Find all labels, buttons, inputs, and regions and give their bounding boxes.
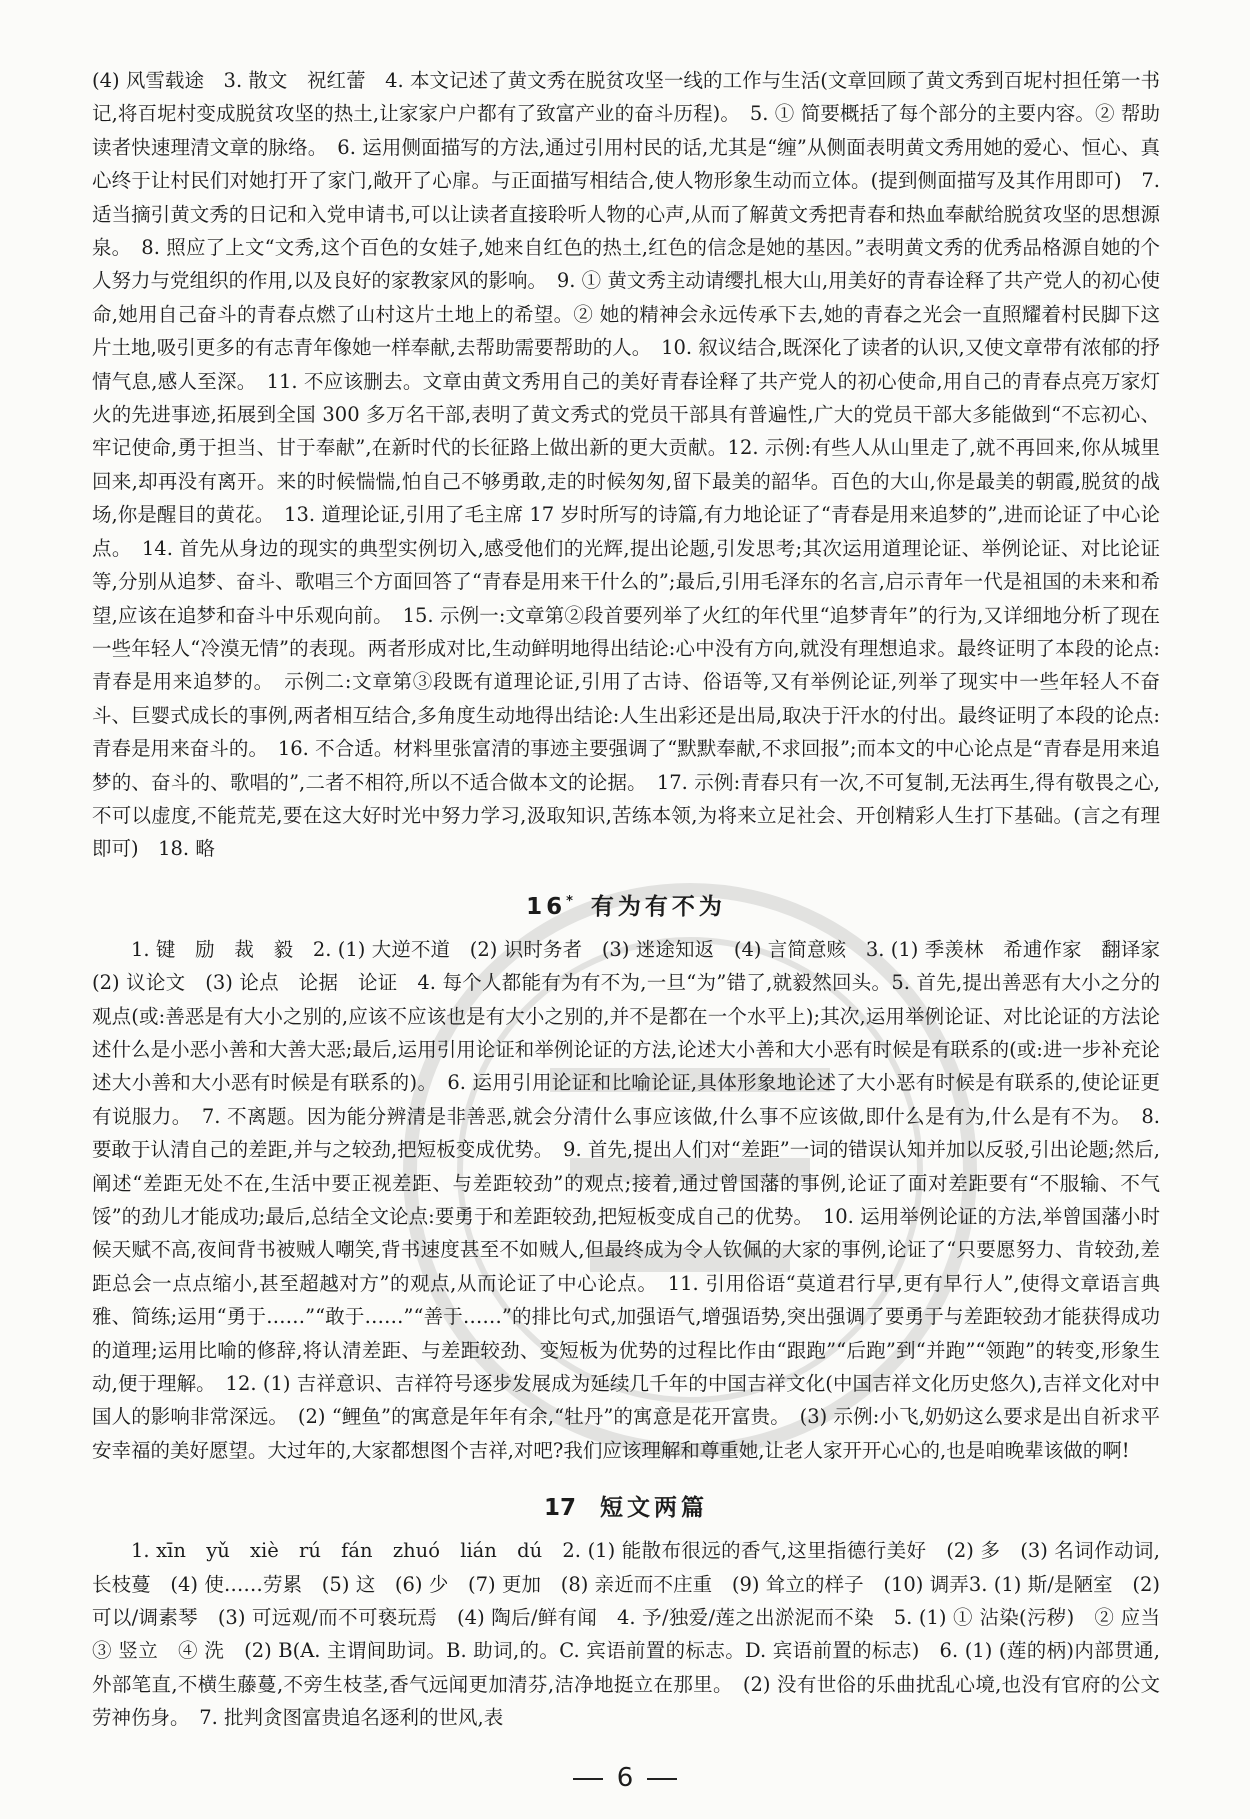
section-17-answers: 1. xīn yǔ xiè rú fán zhuó lián dú 2. (1) 能散布很远的香气,这里指德行美好 (2) 多 (3) 名词作动词,长枝蔓 (4) 使……劳累 (5) 这 (6) 少 (7) 更加 (8) 亲近而不庄重 (9) 耸立的样子 (10) 调弄3. (1) 斯/是陋室 (2) 可以/调素琴 (3) 可远观/而不可亵玩焉 (4) 陶后/鲜有闻 4. 予/独爱/莲之出淤泥而不染 5. (1) ① 沾染(污秽) ② 应当 ③ 竖立 ④ 洗 (2) B(A. 主谓间助词。B. 助词,的。C. 宾语前置的标志。D. 宾语前置的标志) 6. (1) (莲的柄)内部贯通,外部笔直,不横生藤蔓,不旁生枝茎,香气远闻更加清芬,洁净地挺立在那里。 (2) 没有世俗的乐曲扰乱心境,也没有官府的公文劳神伤身。 7. 批判贪图富贵追名逐利的世风,表 <box>92 1539 1180 1730</box>
footer-dash-left <box>573 1778 603 1780</box>
page-number: 6 <box>616 1763 634 1793</box>
section-17-number: 17 <box>543 1495 576 1522</box>
optional-star-mark: * <box>566 894 573 910</box>
section-16-answers: 1. 键 励 裁 毅 2. (1) 大逆不道 (2) 识时务者 (3) 迷途知返 (4) 言简意赅 3. (1) 季羡林 希逋作家 翻译家 (2) 议论文 (3) 论点 论据 论证 4. 每个人都能有为有不为,一旦“为”错了,就毅然回头。5. 首先,提出善恶有大小之分的观点(或:善恶是有大小之别的,应该不应该也是有大小之别的,并不是都在一个水平上);其次,运用举例论证、对比论证的方法论述什么是小恶小善和大善大恶;最后,运用引用论证和举例论证的方法,论述大小善和大小恶有时候是有联系的(或:进一步补充论述大小善和大小恶有时候是有联系的)。 6. 运用引用论证和比喻论证,具体形象地论述了大小恶有时候是有联系的,使论证更有说服力。 7. 不离题。因为能分辨清是非善恶,就会分清什么事应该做,什么事不应该做,即什么是有为,什么是有不为。 8. 要敢于认清自己的差距,并与之较劲,把短板变成优势。 9. 首先,提出人们对“差距”一词的错误认知并加以反驳,引出论题;然后,阐述“差距无处不在,生活中要正视差距、与差距较劲”的观点;接着,通过曾国藩的事例,论证了面对差距要有“不服输、不气馁”的劲儿才能成功;最后,总结全文论点:要勇于和差距较劲,把短板变成自己的优势。 10. 运用举例论证的方法,举曾国藩小时候天赋不高,夜间背书被贼人嘲笑,背书速度甚至不如贼人,但最终成为令人钦佩的大家的事例,论证了“只要愿努力、肯较劲,差距总会一点点缩小,甚至超越对方”的观点,从而论证了中心论点。 11. 引用俗语“莫道君行早,更有早行人”,使得文章语言典雅、简练;运用“勇于……”“敢于……”“善于……”的排比句式,加强语气,增强语势,突出强调了要勇于与差距较劲才能获得成功的道理;运用比喻的修辞,将认清差距、与差距较劲、变短板为优势的过程比作由“跟跑”“后跑”到“并跑”“领跑”的转变,形象生动,便于理解。 12. (1) 吉祥意识、吉祥符号逐步发展成为延续几千年的中国吉祥文化(中国吉祥文化历史悠久),吉祥文化对中国人的影响非常深远。 (2) “鲤鱼”的寓意是年年有余,“牡丹”的寓意是花开富贵。 (3) 示例:小飞,奶奶这么要求是出自祈求平安幸福的美好愿望。大过年的,大家都想图个吉祥,对吧?我们应该理解和尊重她,让老人家开开心心的,也是咱晚辈该做的啊! <box>92 937 1180 1462</box>
footer-dash-right <box>647 1778 677 1780</box>
page-footer <box>0 1763 1250 1793</box>
section-17-title: 短文两篇 <box>600 1495 708 1522</box>
section-17-heading <box>92 1489 1160 1522</box>
section-16-title: 有为有不为 <box>590 893 726 920</box>
section-16-heading <box>92 888 1160 921</box>
section-15-answers: (4) 风雪载途 3. 散文 祝红蕾 4. 本文记述了黄文秀在脱贫攻坚一线的工作与生活(文章回顾了黄文秀到百坭村担任第一书记,将百坭村变成脱贫攻坚的热土,让家家户户都有了致富产业的奋斗历程)。 5. ① 简要概括了每个部分的主要内容。② 帮助读者快速理清文章的脉络。 6. 运用侧面描写的方法,通过引用村民的话,尤其是“缠”从侧面表明黄文秀用她的爱心、恒心、真心终于让村民们对她打开了家门,敞开了心扉。与正面描写相结合,使人物形象生动而立体。(提到侧面描写及其作用即可) 7. 适当摘引黄文秀的日记和入党申请书,可以让读者直接聆听人物的心声,从而了解黄文秀把青春和热血奉献给脱贫攻坚的思想源泉。 8. 照应了上文“文秀,这个百色的女娃子,她来自红色的热土,红色的信念是她的基因。”表明黄文秀的优秀品格源自她的个人努力与党组织的作用,以及良好的家教家风的影响。 9. ① 黄文秀主动请缨扎根大山,用美好的青春诠释了共产党人的初心使命,她用自己奋斗的青春点燃了山村这片土地上的希望。② 她的精神会永远传承下去,她的青春之光会一直照耀着村民脚下这片土地,吸引更多的有志青年像她一样奉献,去帮助需要帮助的人。 10. 叙议结合,既深化了读者的认识,又使文章带有浓郁的抒情气息,感人至深。 11. 不应该删去。文章由黄文秀用自己的美好青春诠释了共产党人的初心使命,用自己的青春点亮万家灯火的先进事迹,拓展到全国 300 多万名干部,表明了黄文秀式的党员干部具有普遍性,广大的党员干部大多能做到“不忘初心、牢记使命,勇于担当、甘于奉献”,在新时代的长征路上做出新的更大贡献。12. 示例:有些人从山里走了,就不再回来,你从城里回来,却再没有离开。来的时候惴惴,怕自己不够勇敢,走的时候匆匆,留下最美的韶华。百色的大山,你是最美的朝霞,脱贫的战场,你是醒目的黄花。 13. 道理论证,引用了毛主席 17 岁时所写的诗篇,有力地论证了“青春是用来追梦的”,进而论证了中心论点。 14. 首先从身边的现实的典型实例切入,感受他们的光辉,提出论题,引发思考;其次运用道理论证、举例论证、对比论证等,分别从追梦、奋斗、歌唱三个方面回答了“青春是用来干什么的”;最后,引用毛泽东的名言,启示青年一代是祖国的未来和希望,应该在追梦和奋斗中乐观向前。 15. 示例一:文章第②段首要列举了火红的年代里“追梦青年”的行为,又详细地分析了现在一些年轻人“冷漠无情”的表现。两者形成对比,生动鲜明地得出结论:心中没有方向,就没有理想追求。最终证明了本段的论点:青春是用来追梦的。 示例二:文章第③段既有道理论证,引用了古诗、俗语等,又有举例论证,列举了现实中一些年轻人不奋斗、巨婴式成长的事例,两者相互结合,多角度生动地得出结论:人生出彩还是出局,取决于汗水的付出。最终证明了本段的论点:青春是用来奋斗的。 16. 不合适。材料里张富清的事迹主要强调了“默默奉献,不求回报”;而本文的中心论点是“青春是用来追梦的、奋斗的、歌唱的”,二者不相符,所以不适合做本文的论据。 17. 示例:青春只有一次,不可复制,无法再生,得有敬畏之心,不可以虚度,不能荒芜,要在这大好时光中努力学习,汲取知识,苦练本领,为将来立足社会、开创精彩人生打下基础。(言之有理即可) 18. 略 <box>92 69 1160 861</box>
section-16-number: 16 <box>526 893 567 920</box>
page-content <box>92 64 1180 1735</box>
